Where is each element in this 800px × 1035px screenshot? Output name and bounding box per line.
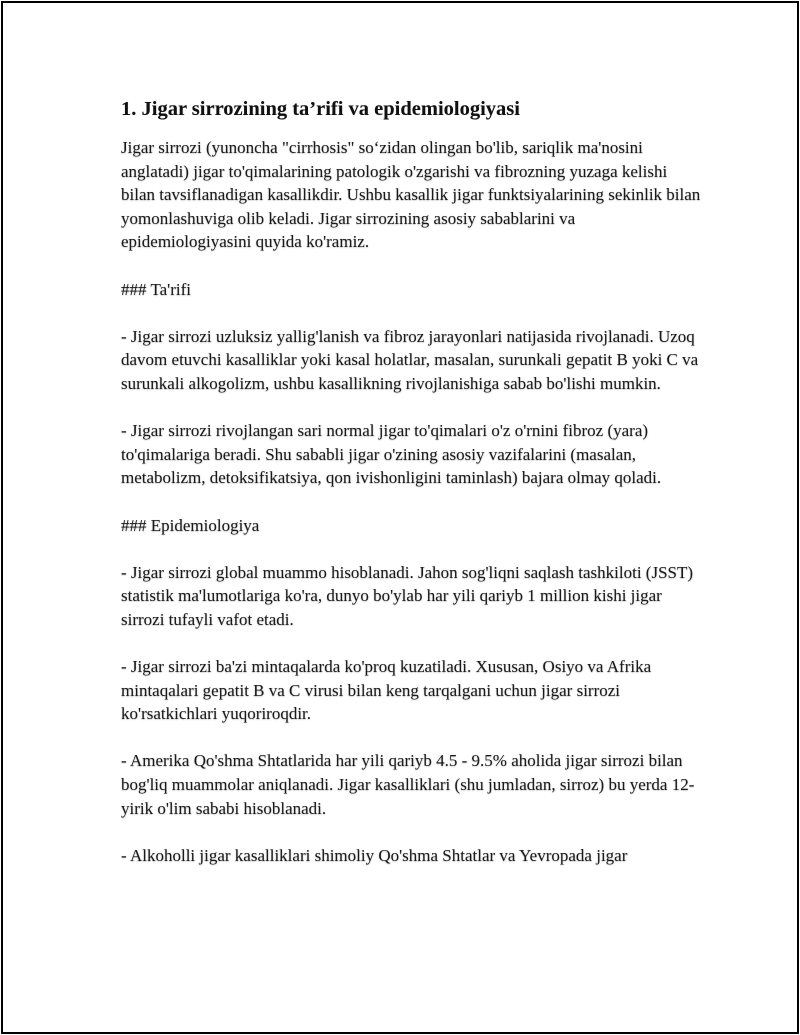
subheading-epidemiologiya: ### Epidemiologiya — [121, 515, 260, 535]
epidemiology-paragraph-1: - Jigar sirrozi global muammo hisoblanadi. Jahon sog'liqni saqlash tashkiloti (JSST) statistik ma'lumotlariga ko'ra, dunyo bo'ylab har yili qariyb 1 million kishi jigar sirrozi tufayli vafot etadi. — [121, 562, 694, 629]
subheading-tarifi: ### Ta'rifi — [121, 279, 192, 299]
document-body — [121, 96, 701, 867]
page-frame — [1, 1, 799, 1034]
definition-paragraph-1: - Jigar sirrozi uzluksiz yallig'lanish va fibroz jarayonlari natijasida rivojlanadi. Uzoq davom etuvchi kasalliklar yoki kasal holatlar, masalan, surunkali gepatit B yoki C va surunkali alkogolizm, ushbu kasallikning rivojlanishiga sabab bo'lishi mumkin. — [121, 326, 699, 393]
epidemiology-paragraph-2: - Jigar sirrozi ba'zi mintaqalarda ko'proq kuzatiladi. Xususan, Osiyo va Afrika mintaqalari gepatit B va C virusi bilan keng tarqalgani uchun jigar sirrozi ko'rsatkichlari yuqoriroqdir. — [121, 657, 652, 724]
epidemiology-paragraph-3: - Amerika Qo'shma Shtatlarida har yili qariyb 4.5 - 9.5% aholida jigar sirrozi bilan bog'liq muammolar aniqlanadi. Jigar kasalliklari (shu jumladan, sirroz) bu yerda 12-yirik o'lim sababi hisoblanadi. — [121, 751, 695, 818]
intro-paragraph: Jigar sirrozi (yunoncha "cirrhosis" so‘zidan olingan bo'lib, sariqlik ma'nosini anglatadi) jigar to'qimalarining patologik o'zgarishi va fibrozning yuzaga kelishi bilan tavsiflanadigan kasallikdir. Ushbu kasallik jigar funktsiyalarining sekinlik bilan yomonlashuviga olib keladi. Jigar sirrozining asosiy sabablarini va epidemiologiyasini quyida ko'ramiz. — [121, 138, 701, 252]
section-heading: 1. Jigar sirrozining ta’rifi va epidemiologiyasi — [121, 98, 520, 120]
epidemiology-paragraph-4: - Alkoholli jigar kasalliklari shimoliy Qo'shma Shtatlar va Yevropada jigar — [121, 845, 628, 865]
definition-paragraph-2: - Jigar sirrozi rivojlangan sari normal jigar to'qimalari o'z o'rnini fibroz (yara) to'qimalariga beradi. Shu sababli jigar o'zining asosiy vazifalarini (masalan, metabolizm, detoksifikatsiya, qon ivishonligini taminlash) bajara olmay qoladi. — [121, 421, 662, 488]
